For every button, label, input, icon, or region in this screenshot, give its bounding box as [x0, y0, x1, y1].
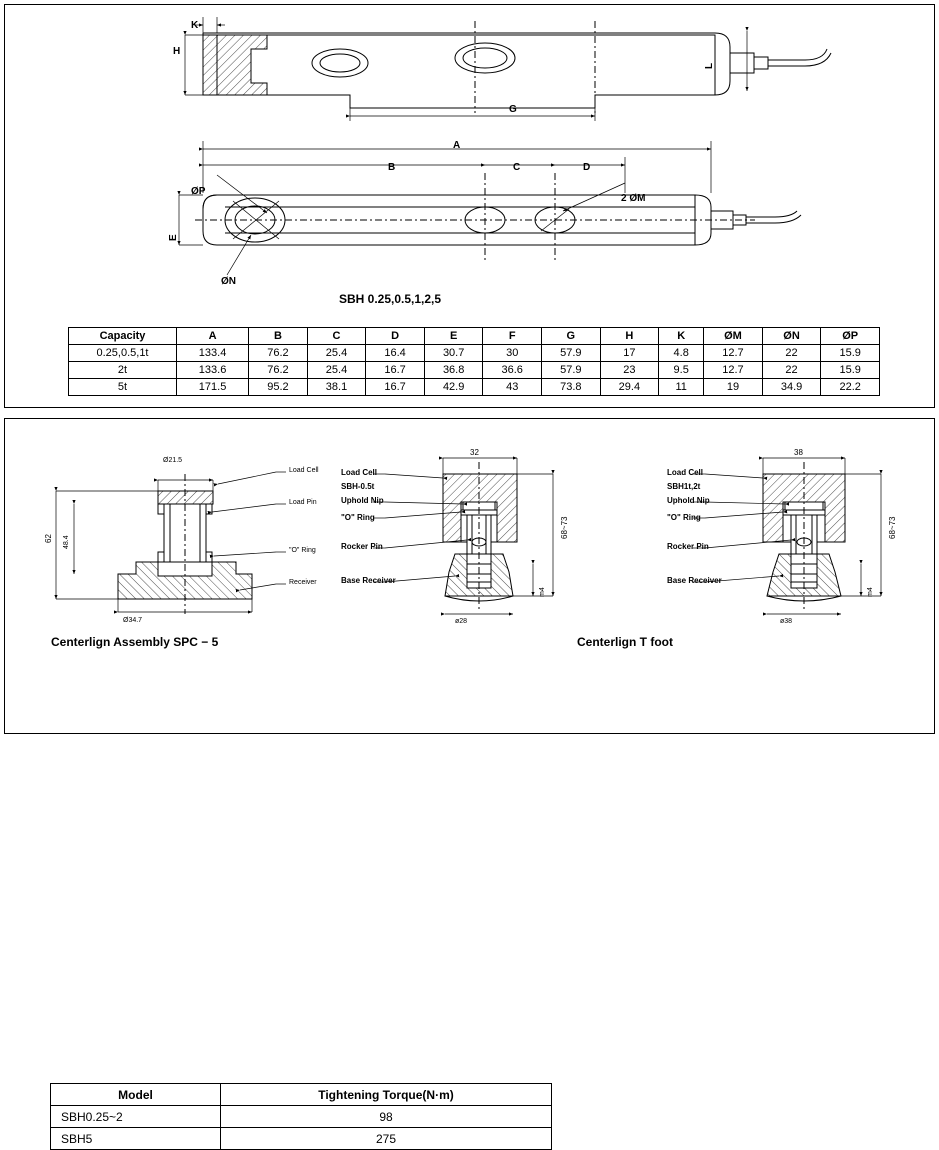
cell: 43	[483, 379, 542, 396]
table-row	[69, 379, 880, 396]
label-tfootR-m4: m4	[867, 587, 874, 597]
cell: 42.9	[424, 379, 483, 396]
cell: 22	[762, 362, 821, 379]
callout-tfootR-uphold-nip: Uphold Nip	[667, 496, 710, 505]
col-model: Model	[51, 1084, 221, 1106]
caption-tfoot: Centerlign T foot	[577, 635, 673, 649]
label-diaN: ØN	[221, 276, 236, 287]
callout-tfootL-o-ring: "O" Ring	[341, 513, 375, 522]
col-B: B	[249, 328, 308, 345]
callout-tfootL-base-receiver: Base Receiver	[341, 576, 396, 585]
label-K: K	[191, 20, 199, 31]
label-H: H	[173, 46, 181, 57]
label-62: 62	[44, 534, 53, 543]
callout-tfootL-rocker-pin: Rocker Pin	[341, 542, 383, 551]
label-B: B	[388, 162, 396, 173]
cell: 0.25,0.5,1t	[69, 345, 177, 362]
callout-load-pin: Load Pin	[289, 499, 317, 506]
cell: 17	[600, 345, 659, 362]
callout-tfootL-model: SBH-0.5t	[341, 482, 375, 491]
cell: 12.7	[704, 362, 763, 379]
col-torque: Tightening Torque(N·m)	[221, 1084, 552, 1106]
callout-tfootR-o-ring: "O" Ring	[667, 513, 701, 522]
col-diaM: ØM	[704, 328, 763, 345]
panel-assembly-views	[4, 418, 935, 1146]
cell: 9.5	[659, 362, 704, 379]
cell: 15.9	[821, 362, 880, 379]
caption-spc5: Centerlign Assembly SPC − 5	[51, 635, 219, 649]
label-tfootL-width: 32	[470, 448, 479, 457]
cell: 98	[221, 1106, 552, 1128]
cell: 36.8	[424, 362, 483, 379]
col-G: G	[542, 328, 601, 345]
col-K: K	[659, 328, 704, 345]
cell: 23	[600, 362, 659, 379]
cell: 133.6	[177, 362, 249, 379]
label-tfootR-height: 68~73	[888, 516, 897, 539]
side-elevation-drawing	[155, 13, 745, 123]
col-diaN: ØN	[762, 328, 821, 345]
label-tfootL-base-dia: ø28	[455, 618, 468, 625]
cell: 133.4	[177, 345, 249, 362]
figure-title: SBH 0.25,0.5,1,2,5	[339, 292, 442, 306]
cell: 36.6	[483, 362, 542, 379]
cell: 57.9	[542, 345, 601, 362]
cell: 16.7	[366, 362, 425, 379]
dimension-table	[68, 327, 880, 396]
table-row	[51, 1106, 552, 1128]
label-tfootR-base-dia: ø38	[780, 618, 793, 625]
label-dia34-7: Ø34.7	[123, 617, 143, 624]
callout-receiver: Receiver	[289, 579, 317, 586]
col-H: H	[600, 328, 659, 345]
cell: 2t	[69, 362, 177, 379]
panel-top-views	[4, 4, 935, 408]
cell: 12.7	[704, 345, 763, 362]
table-row	[69, 362, 880, 379]
table-header-row	[69, 328, 880, 345]
callout-tfootR-load-cell: Load Cell	[667, 468, 704, 477]
cell: 30	[483, 345, 542, 362]
spc5-assembly-drawing	[40, 444, 320, 634]
cell: SBH5	[51, 1128, 221, 1150]
col-F: F	[483, 328, 542, 345]
cell: 22.2	[821, 379, 880, 396]
col-A: A	[177, 328, 249, 345]
label-2-diaM: 2 ØM	[621, 193, 646, 204]
callout-tfootL-uphold-nip: Uphold Nip	[341, 496, 384, 505]
cell: 76.2	[249, 362, 308, 379]
cell: 11	[659, 379, 704, 396]
label-C: C	[513, 162, 521, 173]
cell: 16.4	[366, 345, 425, 362]
table-row	[69, 345, 880, 362]
cell: 171.5	[177, 379, 249, 396]
cell: SBH0.25~2	[51, 1106, 221, 1128]
callout-load-cell: Load Cell	[289, 467, 319, 474]
torque-table	[50, 1083, 552, 1150]
col-D: D	[366, 328, 425, 345]
callout-tfootL-load-cell: Load Cell	[341, 468, 378, 477]
cell: 5t	[69, 379, 177, 396]
cell: 15.9	[821, 345, 880, 362]
tfoot-right-drawing	[745, 444, 935, 634]
label-A: A	[453, 140, 461, 151]
cell: 4.8	[659, 345, 704, 362]
tfoot-left-drawing	[425, 444, 615, 634]
cell: 16.7	[366, 379, 425, 396]
cell: 25.4	[307, 345, 366, 362]
cell: 19	[704, 379, 763, 396]
cell: 25.4	[307, 362, 366, 379]
label-tfootL-height: 68~73	[560, 516, 569, 539]
label-E: E	[168, 234, 179, 241]
cell: 30.7	[424, 345, 483, 362]
cell: 73.8	[542, 379, 601, 396]
label-diaP: ØP	[191, 186, 206, 197]
plan-view-drawing	[155, 135, 755, 280]
col-capacity: Capacity	[69, 328, 177, 345]
cell: 76.2	[249, 345, 308, 362]
label-L: L	[704, 62, 715, 69]
label-tfootL-m4: m4	[539, 587, 546, 597]
col-E: E	[424, 328, 483, 345]
label-48-4: 48.4	[63, 535, 70, 549]
cell: 38.1	[307, 379, 366, 396]
cell: 275	[221, 1128, 552, 1150]
cell: 57.9	[542, 362, 601, 379]
label-tfootR-width: 38	[794, 448, 803, 457]
label-D: D	[583, 162, 591, 173]
table-row	[51, 1128, 552, 1150]
callout-o-ring: "O" Ring	[289, 547, 316, 554]
label-dia21-5: Ø21.5	[163, 457, 183, 464]
col-diaP: ØP	[821, 328, 880, 345]
callout-tfootR-rocker-pin: Rocker Pin	[667, 542, 709, 551]
cell: 22	[762, 345, 821, 362]
label-G: G	[509, 104, 517, 115]
col-C: C	[307, 328, 366, 345]
callout-tfootR-base-receiver: Base Receiver	[667, 576, 722, 585]
cell: 34.9	[762, 379, 821, 396]
cell: 95.2	[249, 379, 308, 396]
cell: 29.4	[600, 379, 659, 396]
callout-tfootR-model: SBH1t,2t	[667, 482, 701, 491]
table-header-row	[51, 1084, 552, 1106]
